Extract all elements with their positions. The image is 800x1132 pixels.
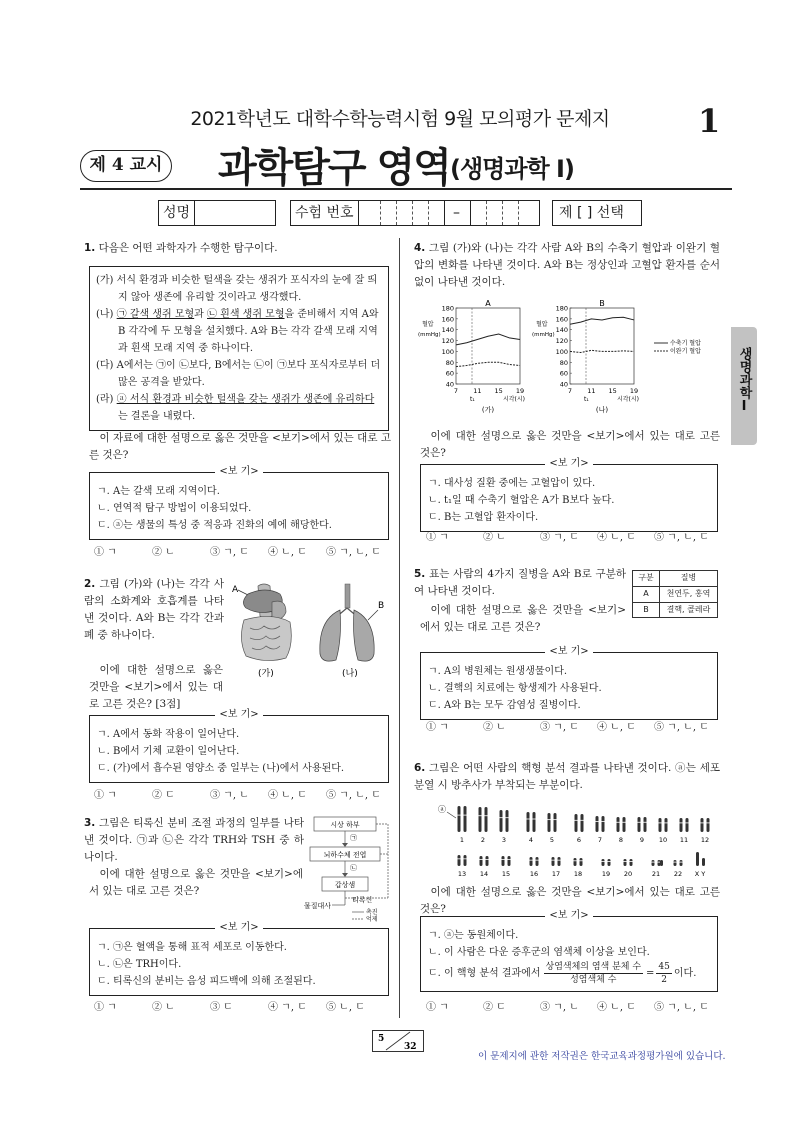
chart-title: A bbox=[485, 299, 491, 308]
question-1-procedure-box bbox=[89, 266, 389, 431]
y-tick-label: 40 bbox=[559, 380, 568, 389]
question-1-bogi bbox=[89, 466, 389, 540]
question-6-stem bbox=[414, 760, 720, 794]
bogi-title bbox=[421, 909, 717, 923]
equals-sign: = bbox=[646, 968, 655, 979]
chromosome-number: 20 bbox=[623, 870, 633, 878]
choice-4[interactable]: ④ ㄱ, ㄷ bbox=[268, 1002, 307, 1013]
choice-3[interactable]: ③ ㄱ, ㄷ bbox=[540, 532, 579, 543]
chromosome-number: 3 bbox=[501, 836, 507, 844]
choice-1[interactable]: ① ㄱ bbox=[426, 532, 449, 543]
legend-systolic: 수축기 혈압 bbox=[670, 340, 701, 347]
trachea-shape bbox=[345, 584, 350, 608]
chromosome bbox=[552, 857, 555, 866]
y-tick-label: 180 bbox=[441, 304, 454, 313]
chromosome-number: 12 bbox=[700, 836, 710, 844]
x-tick-label: 19 bbox=[629, 387, 639, 395]
bogi-item bbox=[428, 961, 710, 986]
intestine-shape bbox=[241, 616, 291, 660]
chromosome bbox=[630, 859, 633, 866]
chromosome bbox=[701, 818, 704, 832]
step-text: 서식 환경과 비슷한 털색을 갖는 생쥐가 포식자의 눈에 잘 띄지 않아 생존에 유리할 것이라고 생각했다. bbox=[116, 275, 378, 303]
label-b: B bbox=[378, 601, 385, 611]
chart-caption: (가) bbox=[481, 406, 495, 414]
chromosome bbox=[680, 818, 683, 832]
bogi-title bbox=[90, 465, 388, 479]
chromosome bbox=[686, 818, 689, 832]
choice-2[interactable]: ② ㄴ bbox=[152, 547, 175, 558]
step-underlined: ㉠ 갈색 생쥐 모형 bbox=[116, 309, 195, 320]
y-tick-label: 160 bbox=[555, 315, 568, 324]
right-lung-shape bbox=[354, 610, 375, 661]
chromosome-number: 21 bbox=[651, 870, 661, 878]
t1-label: t₁ bbox=[470, 396, 475, 403]
bogi-item: ㄴ. 연역적 탐구 방법이 이용되었다. bbox=[97, 503, 252, 514]
chromosome bbox=[554, 813, 557, 832]
question-3-choices bbox=[94, 1000, 394, 1016]
chromosome-number: 15 bbox=[501, 870, 511, 878]
chromosome-x bbox=[696, 852, 699, 866]
question-5-stem bbox=[414, 566, 626, 600]
step-text: 과 bbox=[194, 309, 207, 320]
step-tag: (나) bbox=[96, 309, 114, 320]
chromosome bbox=[602, 859, 605, 866]
step-text: A에서는 ㉠이 ㉡보다, B에서는 ㉡이 ㉠보다 포식자로부터 더 많은 공격을 받았다. bbox=[116, 360, 381, 388]
bogi-item: ㄱ. A는 갈색 모래 지역이다. bbox=[97, 486, 220, 497]
bogi-title-text: <보 기> bbox=[545, 646, 592, 657]
choice-3[interactable]: ③ ㄱ, ㄴ bbox=[540, 1002, 579, 1013]
legend-promote: 촉진 bbox=[366, 909, 378, 916]
question-number: 1. bbox=[84, 242, 96, 254]
table-header bbox=[633, 571, 718, 587]
chromosome bbox=[623, 817, 626, 832]
chromosome bbox=[558, 857, 561, 866]
y-tick-label: 120 bbox=[441, 337, 454, 346]
bogi-item: ㄷ. A와 B는 모두 감염성 질병이다. bbox=[428, 700, 581, 711]
chromosome bbox=[596, 816, 599, 832]
chromosome-number: 22 bbox=[673, 870, 683, 878]
chromosome bbox=[502, 856, 505, 866]
chromosome-number: 18 bbox=[573, 870, 583, 878]
question-6-choices bbox=[426, 1000, 726, 1016]
choice-2[interactable]: ② ㄴ bbox=[483, 532, 506, 543]
bogi-title bbox=[421, 645, 717, 659]
step-tag: (라) bbox=[96, 394, 114, 405]
bogi-item: ㄴ. 결핵의 치료에는 항생제가 사용된다. bbox=[428, 683, 602, 694]
column-divider bbox=[399, 238, 400, 1018]
bogi-title-text: <보 기> bbox=[545, 458, 592, 469]
bogi-title-text: <보 기> bbox=[215, 709, 262, 720]
bogi-item: ㄱ. 대사성 질환 중에는 고혈압이 있다. bbox=[428, 478, 596, 489]
chromosome bbox=[580, 858, 583, 866]
stem-text: 표는 사람의 4가지 질병을 A와 B로 구분하여 나타낸 것이다. bbox=[414, 568, 626, 597]
question-3-stem bbox=[84, 815, 304, 866]
choice-5[interactable]: ⑤ ㄱ, ㄴ, ㄷ bbox=[654, 1002, 709, 1013]
chromosome-number: 5 bbox=[549, 836, 555, 844]
chromosome bbox=[530, 857, 533, 866]
y-axis-unit: (mmHg) bbox=[532, 332, 555, 338]
question-3-prompt: 이에 대한 설명으로 옳은 것만을 <보기>에서 있는 대로 고른 것은? bbox=[89, 868, 303, 897]
chromosome bbox=[464, 855, 467, 866]
stem-text: 다음은 어떤 과학자가 수행한 탐구이다. bbox=[98, 242, 278, 254]
question-number: 2. bbox=[84, 578, 96, 590]
question-1-stem bbox=[84, 240, 390, 257]
chromosome bbox=[527, 812, 530, 832]
name-field[interactable] bbox=[158, 200, 276, 226]
step bbox=[96, 391, 382, 425]
chart-caption: (나) bbox=[595, 406, 609, 414]
bogi-item: ㄷ. ⓐ는 생물의 특성 중 적응과 진화의 예에 해당한다. bbox=[97, 520, 332, 531]
karyotype-row-1 bbox=[458, 806, 710, 844]
chromosome-number: 7 bbox=[597, 836, 603, 844]
chromosome-number: X Y bbox=[694, 870, 706, 878]
karyotype-row-2 bbox=[458, 852, 706, 878]
choice-3[interactable]: ③ ㄱ, ㄴ bbox=[210, 790, 249, 801]
chromosome-number: 10 bbox=[658, 836, 668, 844]
chart-b bbox=[532, 299, 639, 414]
digit-cell bbox=[503, 201, 519, 225]
bogi-item: ㄴ. ㉡은 TRH이다. bbox=[97, 959, 182, 970]
bogi-item: ㄴ. 이 사람은 다운 증후군의 염색체 이상을 보인다. bbox=[428, 947, 650, 958]
choice-1[interactable]: ① ㄱ bbox=[94, 790, 117, 801]
choice-2[interactable]: ② ㄷ bbox=[483, 1002, 506, 1013]
choice-5[interactable]: ⑤ ㄱ, ㄴ, ㄷ bbox=[326, 790, 381, 801]
question-number: 6. bbox=[414, 762, 426, 774]
chromosome bbox=[508, 856, 511, 866]
x-tick-label: 7 bbox=[453, 387, 459, 395]
fraction bbox=[544, 961, 644, 986]
choice-5[interactable]: ⑤ ㄱ, ㄴ, ㄷ bbox=[654, 722, 709, 733]
choice-2[interactable]: ② ㄴ bbox=[152, 1002, 175, 1013]
stem-text: 그림은 어떤 사람의 핵형 분석 결과를 나타낸 것이다. ⓐ는 세포 분열 시 방추사가 부착되는 부분이다. bbox=[414, 762, 721, 791]
digit-cell bbox=[413, 201, 429, 225]
node-hypothalamus: 시상 하부 bbox=[330, 821, 360, 829]
choice-4[interactable]: ④ ㄴ, ㄷ bbox=[268, 547, 307, 558]
question-4-prompt: 이에 대한 설명으로 옳은 것만을 <보기>에서 있는 대로 고른 것은? bbox=[420, 430, 720, 459]
chromosome bbox=[500, 810, 503, 832]
label-a: A bbox=[232, 585, 239, 595]
x-tick-label: 7 bbox=[567, 387, 573, 395]
node-pituitary: 뇌하수체 전엽 bbox=[323, 851, 367, 859]
header-rule bbox=[80, 188, 732, 190]
value-denominator: 2 bbox=[661, 975, 668, 985]
chromosome-number: 17 bbox=[551, 870, 561, 878]
t1-label: t₁ bbox=[584, 396, 589, 403]
subject-subtitle: (생명과학 Ⅰ) bbox=[450, 155, 574, 183]
step-text: 는 결론을 내렸다. bbox=[118, 411, 196, 422]
copyright-notice: 이 문제지에 관한 저작권은 한국교육과정평가원에 있습니다. bbox=[478, 1051, 726, 1062]
centromere-marker: ⓐ bbox=[438, 805, 446, 814]
step bbox=[96, 357, 382, 391]
x-tick-label: 11 bbox=[473, 387, 482, 395]
step-underlined: ⓐ 서식 환경과 비슷한 털색을 갖는 생쥐가 생존에 유리하다 bbox=[116, 394, 375, 405]
current-page: 5 bbox=[378, 1034, 385, 1044]
chromosome-y bbox=[702, 858, 705, 866]
chromosome-number: 4 bbox=[528, 836, 534, 844]
chromosome bbox=[536, 857, 539, 866]
chromosome bbox=[602, 816, 605, 832]
choice-1[interactable]: ① ㄱ bbox=[426, 1002, 449, 1013]
bogi-item: ㄴ. t₁일 때 수축기 혈압은 A가 B보다 높다. bbox=[428, 495, 615, 506]
digit-cell bbox=[365, 201, 381, 225]
fraction-denominator: 성염색체 수 bbox=[570, 975, 617, 985]
y-axis-label: 혈압 bbox=[536, 321, 548, 328]
chromosome bbox=[674, 860, 677, 866]
choice-5[interactable]: ⑤ ㄱ, ㄴ, ㄷ bbox=[654, 532, 709, 543]
chromosome bbox=[575, 814, 578, 832]
y-tick-label: 140 bbox=[441, 326, 454, 335]
chromosome bbox=[660, 860, 663, 866]
x-tick-label: 15 bbox=[494, 387, 503, 395]
bogi-item: ㄷ. B는 고혈압 환자이다. bbox=[428, 512, 539, 523]
chromosome bbox=[479, 807, 482, 832]
y-tick-label: 100 bbox=[441, 347, 454, 356]
chromosome bbox=[486, 856, 489, 866]
choice-3[interactable]: ③ ㄱ, ㄷ bbox=[210, 547, 249, 558]
bogi-title-text: <보 기> bbox=[215, 466, 262, 477]
y-tick-label: 160 bbox=[441, 315, 454, 324]
plot-frame bbox=[456, 308, 520, 384]
caption-a: (가) bbox=[258, 669, 274, 679]
x-tick-label: 11 bbox=[587, 387, 596, 395]
y-tick-label: 140 bbox=[555, 326, 568, 335]
chromosome-number: 8 bbox=[618, 836, 624, 844]
question-2-prompt: 이에 대한 설명으로 옳은 것만을 <보기>에서 있는 대로 고른 것은? [3점] bbox=[89, 664, 223, 710]
y-tick-label: 180 bbox=[555, 304, 568, 313]
x-axis-label: 시각(시) bbox=[502, 396, 526, 403]
question-2-stem bbox=[84, 576, 224, 644]
question-5-prompt: 이에 대한 설명으로 옳은 것만을 <보기>에서 있는 대로 고른 것은? bbox=[420, 604, 626, 633]
legend-diastolic: 이완기 혈압 bbox=[670, 348, 701, 355]
chromosome bbox=[680, 860, 683, 866]
chromosome bbox=[707, 818, 710, 832]
chromosome-number: 19 bbox=[601, 870, 611, 878]
x-axis-label: 시각(시) bbox=[616, 396, 640, 403]
table-cell: 천연두, 홍역 bbox=[659, 586, 717, 602]
chromosome bbox=[548, 813, 551, 832]
caption-b: (나) bbox=[342, 669, 358, 679]
chromosome bbox=[638, 817, 641, 832]
bogi-title bbox=[90, 921, 388, 935]
exam-number-label: 수험 번호 bbox=[291, 201, 359, 225]
choice-4[interactable]: ④ ㄴ, ㄷ bbox=[597, 532, 636, 543]
choice-1[interactable]: ① ㄱ bbox=[426, 722, 449, 733]
y-tick-label: 120 bbox=[555, 337, 568, 346]
choice-1[interactable]: ① ㄱ bbox=[94, 547, 117, 558]
chromosome bbox=[480, 856, 483, 866]
stem-text: 그림 (가)와 (나)는 각각 사람의 소화계와 호흡계를 나타낸 것이다. A와 B는 각각 간과 폐 중 하나이다. bbox=[84, 578, 225, 641]
left-lung-shape bbox=[320, 610, 341, 661]
header-cell: 구분 bbox=[633, 571, 660, 587]
step-tag: (가) bbox=[96, 275, 114, 286]
period-badge: 제 4 교시 bbox=[80, 150, 172, 182]
table-cell: B bbox=[633, 602, 660, 618]
arrow-label-1: ㉠ bbox=[350, 834, 357, 842]
question-4-choices bbox=[426, 530, 726, 546]
question-number: 5. bbox=[414, 568, 426, 580]
chromosome bbox=[574, 858, 577, 866]
step bbox=[96, 306, 382, 357]
choice-3[interactable]: ③ ㄱ, ㄷ bbox=[540, 722, 579, 733]
fraction-numerator: 상염색체의 염색 분체 수 bbox=[545, 962, 642, 972]
digit-cell bbox=[487, 201, 503, 225]
exam-title: 2021학년도 대학수학능력시험 9월 모의평가 문제지 bbox=[190, 108, 610, 130]
question-6-bogi bbox=[420, 910, 718, 992]
stomach-shape bbox=[272, 601, 286, 619]
y-tick-label: 60 bbox=[445, 369, 454, 378]
question-2-bogi bbox=[89, 709, 389, 783]
choice-2[interactable]: ② ㄴ bbox=[483, 722, 506, 733]
subject-side-tab bbox=[731, 327, 757, 445]
chromosome bbox=[665, 818, 668, 832]
bogi-item: ㄱ. ㉠은 혈액을 통해 표적 세포로 이동한다. bbox=[97, 942, 287, 953]
question-4-stem bbox=[414, 240, 720, 291]
subject-title: 과학탐구 영역 bbox=[218, 145, 450, 191]
chromosome bbox=[624, 859, 627, 866]
page-number: 1 bbox=[698, 102, 721, 140]
select-field[interactable]: 제 [ ] 선택 bbox=[552, 200, 642, 226]
x-tick-label: 15 bbox=[608, 387, 617, 395]
step-tag: (다) bbox=[96, 360, 114, 371]
chromosome bbox=[617, 817, 620, 832]
header-cell: 질병 bbox=[659, 571, 717, 587]
exam-number-dash: – bbox=[453, 205, 460, 221]
question-number: 3. bbox=[84, 817, 96, 829]
question-4-bogi bbox=[420, 458, 718, 532]
table-cell: 결핵, 콜레라 bbox=[659, 602, 717, 618]
table-row bbox=[633, 602, 718, 618]
chromosome-number: 6 bbox=[576, 836, 582, 844]
question-1-prompt: 이 자료에 대한 설명으로 옳은 것만을 <보기>에서 있는 대로 고른 것은? bbox=[89, 432, 391, 461]
exam-number-field[interactable] bbox=[290, 200, 540, 226]
bogi-item: ㄱ. A에서 동화 작용이 일어난다. bbox=[97, 729, 240, 740]
side-tab-label: 생명과학Ⅰ bbox=[736, 347, 752, 414]
karyotype-figure bbox=[436, 800, 710, 880]
digit-cell bbox=[429, 201, 445, 225]
choice-4[interactable]: ④ ㄴ, ㄷ bbox=[597, 722, 636, 733]
question-5-choices bbox=[426, 720, 726, 736]
question-2-choices bbox=[94, 788, 394, 804]
digestive-respiratory-figure bbox=[228, 580, 394, 680]
y-tick-label: 100 bbox=[555, 347, 568, 356]
blood-pressure-charts bbox=[420, 298, 720, 420]
chromosome bbox=[644, 817, 647, 832]
total-pages: 32 bbox=[404, 1042, 417, 1052]
chromosome bbox=[581, 814, 584, 832]
step bbox=[96, 272, 382, 306]
value-numerator: 45 bbox=[658, 962, 670, 972]
chromosome bbox=[464, 806, 467, 832]
chromosome bbox=[485, 807, 488, 832]
bogi-title bbox=[90, 708, 388, 722]
node-thyroid: 갑상샘 bbox=[334, 881, 356, 889]
digit-cell bbox=[471, 201, 487, 225]
page-indicator bbox=[372, 1030, 424, 1052]
legend-inhibit: 억제 bbox=[366, 916, 378, 923]
choice-5[interactable]: ⑤ ㄱ, ㄴ, ㄷ bbox=[326, 547, 381, 558]
arrow-label-3: 티록신 bbox=[352, 896, 373, 904]
chromosome-number: 9 bbox=[639, 836, 645, 844]
choice-4[interactable]: ④ ㄴ, ㄷ bbox=[597, 1002, 636, 1013]
chromosome bbox=[533, 812, 536, 832]
chromosome bbox=[458, 806, 461, 832]
y-tick-label: 80 bbox=[559, 358, 568, 367]
question-5-bogi bbox=[420, 646, 718, 720]
stem-text: 그림은 티록신 분비 조절 과정의 일부를 나타낸 것이다. ㉠과 ㉡은 각각 TRH와 TSH 중 하나이다. bbox=[84, 817, 304, 863]
plot-frame bbox=[570, 308, 634, 384]
bogi-title-text: <보 기> bbox=[545, 910, 592, 921]
question-number: 4. bbox=[414, 242, 426, 254]
thyroxine-regulation-diagram bbox=[304, 815, 396, 921]
y-tick-label: 80 bbox=[445, 358, 454, 367]
bogi-item: ㄷ. 티록신의 분비는 음성 피드백에 의해 조절된다. bbox=[97, 976, 316, 987]
bogi-text: ㄷ. 이 핵형 분석 결과에서 bbox=[428, 968, 541, 979]
x-tick-label: 19 bbox=[515, 387, 525, 395]
stem-text: 그림 (가)와 (나)는 각각 사람 A와 B의 수축기 혈압과 이완기 혈압의 변화를 나타낸 것이다. A와 B는 정상인과 고혈압 환자를 순서 없이 나타낸 것이다. bbox=[414, 242, 720, 288]
y-axis-unit: (mmHg) bbox=[418, 332, 441, 338]
chart-a bbox=[418, 299, 525, 414]
y-tick-label: 40 bbox=[445, 380, 454, 389]
table-cell: A bbox=[633, 586, 660, 602]
table-row bbox=[633, 586, 718, 602]
digit-cell bbox=[397, 201, 413, 225]
question-3-bogi bbox=[89, 922, 389, 996]
chromosome-number: 1 bbox=[459, 836, 465, 844]
chromosome bbox=[659, 818, 662, 832]
bogi-title bbox=[421, 457, 717, 471]
bogi-title-text: <보 기> bbox=[215, 922, 262, 933]
digit-cell bbox=[381, 201, 397, 225]
chromosome bbox=[652, 860, 655, 866]
bogi-item: ㄱ. A의 병원체는 원생생물이다. bbox=[428, 666, 568, 677]
digit-cell bbox=[449, 201, 471, 225]
chromosome-number: 2 bbox=[480, 836, 486, 844]
chart-title: B bbox=[599, 299, 605, 308]
fraction-value bbox=[656, 961, 671, 986]
disease-table bbox=[632, 570, 718, 618]
name-label: 성명 bbox=[159, 201, 195, 225]
choice-1[interactable]: ① ㄱ bbox=[94, 1002, 117, 1013]
choice-3[interactable]: ③ ㄷ bbox=[210, 1002, 233, 1013]
chromosome-number: 16 bbox=[529, 870, 539, 878]
choice-4[interactable]: ④ ㄴ, ㄷ bbox=[268, 790, 307, 801]
y-axis-label: 혈압 bbox=[422, 321, 434, 328]
choice-5[interactable]: ⑤ ㄴ, ㄷ bbox=[326, 1002, 365, 1013]
step-underlined: ㉡ 흰색 생쥐 모형 bbox=[207, 309, 285, 320]
step-text: 을 준비해서 지역 A와 B 각각에 두 모형을 설치했다. A와 B는 각각 갈색 모래 지역과 흰색 모래 지역 중 하나이다. bbox=[118, 309, 379, 354]
question-1-choices bbox=[94, 545, 394, 561]
chromosome bbox=[506, 810, 509, 832]
bogi-item: ㄱ. ⓐ는 동원체이다. bbox=[428, 930, 519, 941]
chromosome-number: 13 bbox=[457, 870, 467, 878]
chromosome bbox=[608, 859, 611, 866]
choice-2[interactable]: ② ㄷ bbox=[152, 790, 175, 801]
question-6-prompt: 이에 대한 설명으로 옳은 것만을 <보기>에서 있는 대로 고른 것은? bbox=[420, 886, 720, 915]
chromosome bbox=[458, 855, 461, 866]
chromosome-number: 11 bbox=[679, 836, 689, 844]
bogi-item: ㄷ. (가)에서 흡수된 영양소 중 일부는 (나)에서 사용된다. bbox=[97, 763, 345, 774]
y-tick-label: 60 bbox=[559, 369, 568, 378]
node-metabolism: 물질대사 bbox=[304, 902, 332, 910]
arrow-label-2: ㉡ bbox=[350, 864, 357, 872]
chromosome-number: 14 bbox=[479, 870, 489, 878]
bogi-text: 이다. bbox=[673, 968, 697, 979]
bogi-item: ㄴ. B에서 기체 교환이 일어난다. bbox=[97, 746, 240, 757]
